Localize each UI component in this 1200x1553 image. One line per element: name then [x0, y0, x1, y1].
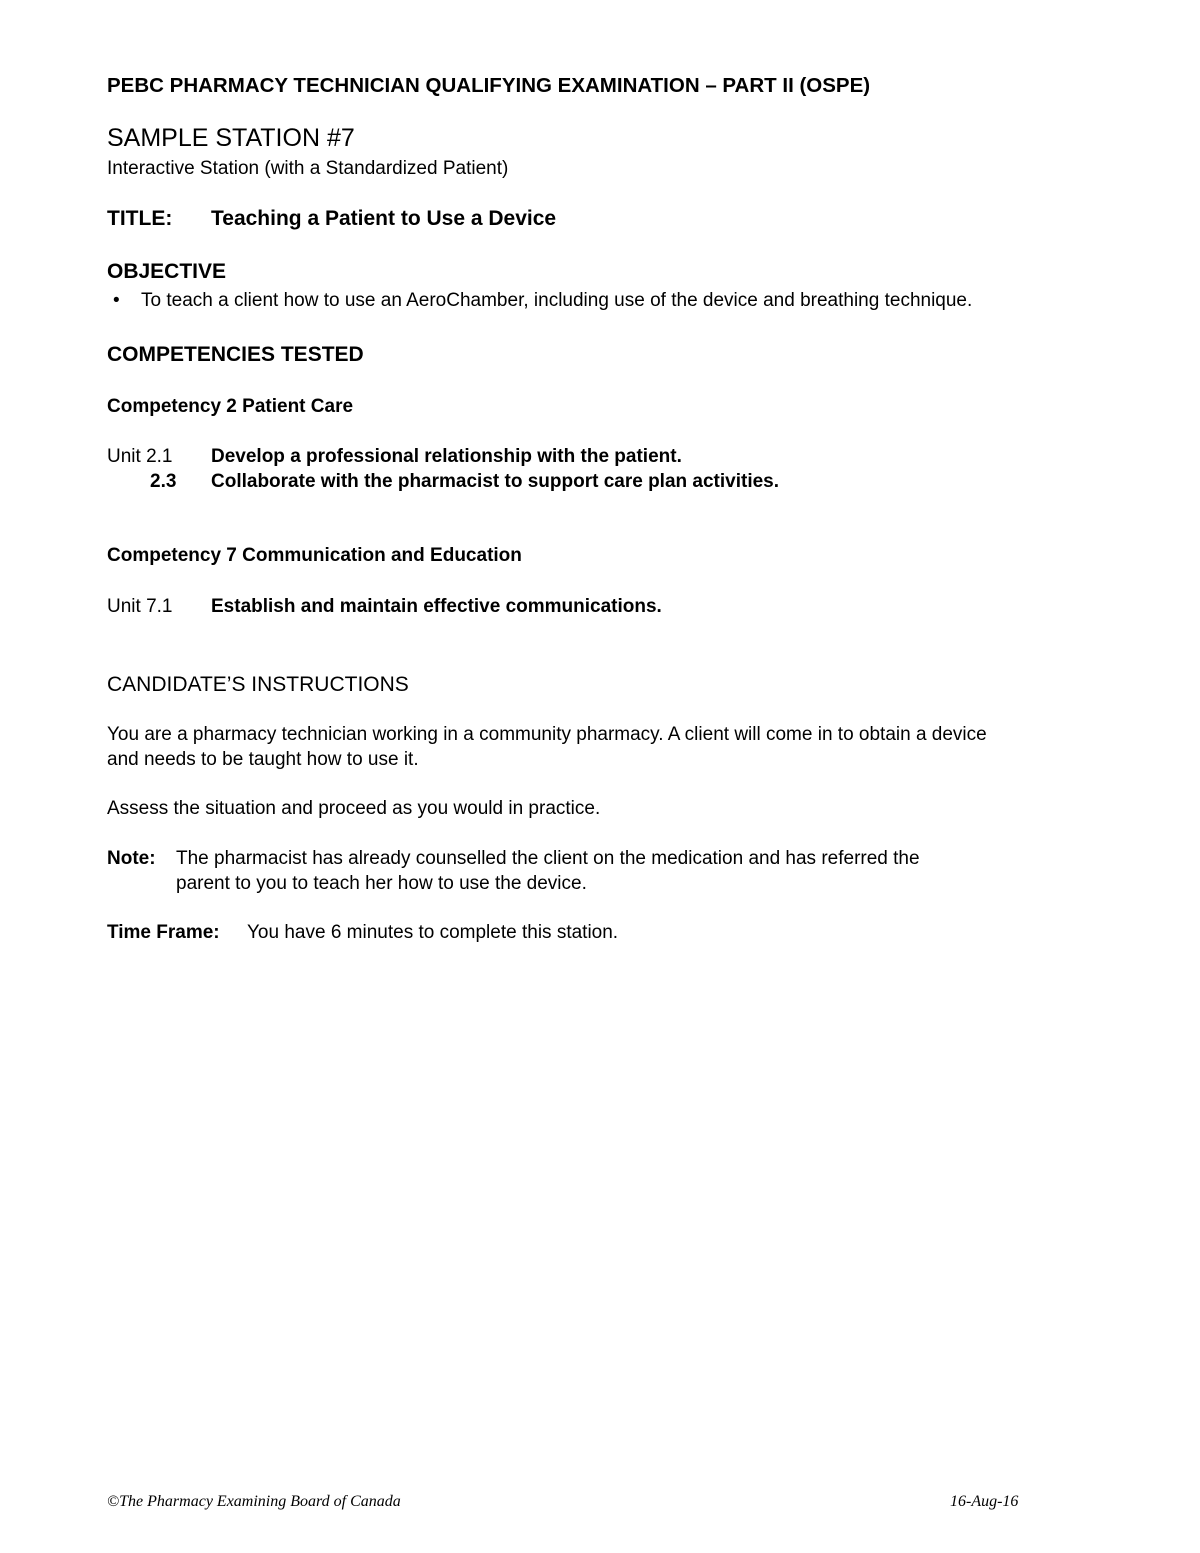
unit-2-1-label: Unit 2.1	[107, 446, 173, 467]
objective-item: To teach a client how to use an AeroChamber, including use of the device and breathing technique.	[141, 290, 973, 311]
unit-7-1-text: Establish and maintain effective communications.	[211, 596, 662, 617]
exam-title: PEBC PHARMACY TECHNICIAN QUALIFYING EXAMINATION – PART II (OSPE)	[107, 74, 871, 97]
unit-2-3-text: Collaborate with the pharmacist to support care plan activities.	[211, 471, 780, 492]
instructions-paragraph-1-line-1: You are a pharmacy technician working in a community pharmacy. A client will come in to obtain a device	[107, 724, 987, 745]
time-frame-text: You have 6 minutes to complete this station.	[247, 922, 619, 943]
station-subtitle: Interactive Station (with a Standardized Patient)	[107, 158, 509, 179]
title-label: TITLE:	[107, 207, 173, 230]
note-label: Note:	[107, 848, 156, 869]
competency-2-title: Competency 2 Patient Care	[107, 396, 354, 417]
note-line-1: The pharmacist has already counselled the client on the medication and has referred the	[176, 848, 920, 869]
unit-7-1-label: Unit 7.1	[107, 596, 173, 617]
footer-date: 16-Aug-16	[950, 1493, 1019, 1510]
unit-2-3-label: 2.3	[150, 471, 177, 492]
instructions-paragraph-1-line-2: and needs to be taught how to use it.	[107, 749, 419, 770]
time-frame-label: Time Frame:	[107, 922, 220, 943]
title-value: Teaching a Patient to Use a Device	[211, 207, 557, 230]
footer-copyright: ©The Pharmacy Examining Board of Canada	[107, 1493, 401, 1510]
competency-7-title: Competency 7 Communication and Education	[107, 545, 522, 566]
instructions-heading: CANDIDATE’S INSTRUCTIONS	[107, 673, 409, 696]
unit-2-1-text: Develop a professional relationship with the patient.	[211, 446, 682, 467]
bullet-icon: •	[113, 290, 120, 311]
competencies-heading: COMPETENCIES TESTED	[107, 343, 364, 366]
instructions-paragraph-2: Assess the situation and proceed as you would in practice.	[107, 798, 601, 819]
note-line-2: parent to you to teach her how to use the device.	[176, 873, 587, 894]
station-title: SAMPLE STATION #7	[107, 124, 355, 152]
objective-heading: OBJECTIVE	[107, 260, 227, 283]
